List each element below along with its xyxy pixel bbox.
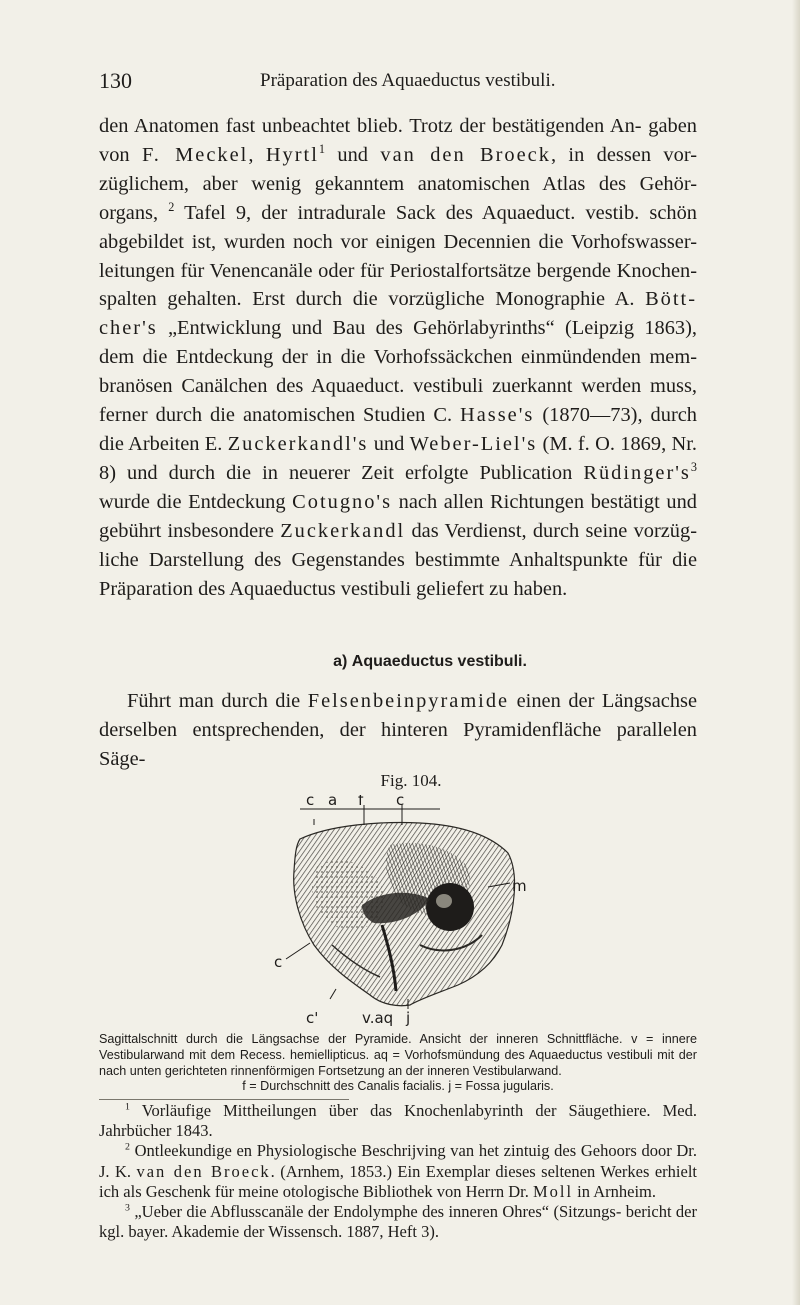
footnote-text: Ontleekundige en Physiologische Beschrijving van het zintuig des Gehoors door Dr. J. K.	[99, 1141, 697, 1181]
text-span: , in dessen vor- züglichem, aber wenig gekanntem anatomischen Atlas des Gehör- organs,	[99, 143, 697, 224]
section-title: Aquaeductus vestibuli.	[351, 653, 527, 670]
section-heading	[0, 653, 800, 671]
section-label: a)	[333, 653, 348, 670]
text-span: Führt man durch die	[127, 690, 308, 712]
footnote-marker: 2	[125, 1141, 130, 1153]
text-span: wurde die Entdeckung	[99, 490, 293, 513]
letter-vaq-bottom: v.aq	[362, 1009, 394, 1027]
section-paragraph	[99, 687, 697, 774]
author-name: F. Meckel	[141, 143, 249, 166]
footnote-text: in Arnheim.	[573, 1181, 656, 1201]
footnote-text: . (Arnhem, 1853.) Ein Exemplar dieses seltenen Werkes erhielt ich als Geschenk für meine otologische Bibliothek von Herrn Dr.	[99, 1161, 698, 1201]
text-span: ,	[248, 143, 266, 166]
text-span: einen der Längsachse derselben entsprechenden, der hinteren Pyramidenfläche parallelen Säge-	[99, 690, 697, 770]
intro-paragraph	[99, 112, 697, 603]
text-span: Tafel 9, der intradurale Sack des Aquaeduct. vestib. schön abgebildet ist, wurden noch vor einigen Decennien die Vorhofswasser- leitungen für Venencanäle oder für Periostalfortsätze bergende Knochen- spalten gehalten. Erst durch die vorzügliche Monographie A.	[99, 201, 697, 311]
canal-cross-section	[426, 883, 474, 931]
bone-section	[294, 823, 515, 1006]
text-span: den Anatomen fast unbeachtet blieb. Trotz der bestätigenden An- gaben von	[99, 115, 697, 166]
anatomical-figure	[270, 795, 540, 1027]
author-name: van den Broeck	[380, 143, 551, 166]
letter-a-top: a	[328, 795, 338, 809]
author-name: Hyrtl	[265, 143, 319, 166]
figure-illustration	[270, 795, 540, 1027]
footnote-ref: 3	[690, 460, 697, 475]
author-name: van den Broeck	[136, 1161, 271, 1181]
term: Felsenbeinpyramide	[307, 690, 510, 712]
caption-text-last: f = Durchschnitt des Canalis facialis. j = Fossa jugularis.	[242, 1079, 554, 1094]
footnote-ref: 2	[168, 199, 175, 214]
footnote-rule	[99, 1099, 349, 1100]
text-span: (1870—73), durch die Arbeiten E.	[99, 404, 697, 455]
author-name: Bött- cher's	[99, 288, 697, 340]
text-span: nach allen Richtungen bestätigt und gebührt insbesondere	[99, 490, 697, 542]
letter-f-top: f	[358, 795, 364, 809]
text-span: (M. f. O. 1869, Nr. 8) und durch die in neuerer Zeit erfolgte Publication	[99, 432, 698, 484]
author-name: Zuckerkandl's	[227, 432, 369, 455]
intro-text	[99, 112, 697, 603]
letter-j-bottom: j	[406, 1009, 411, 1027]
footnote	[99, 1202, 697, 1242]
footnote-marker: 3	[125, 1202, 130, 1214]
footnote	[99, 1101, 697, 1141]
footnote-text: „Ueber die Abflusscanäle der Endolymphe des inneren Ohres“ (Sitzungs- bericht der kgl. bayer. Akademie der Wissensch. 1887, Heft 3).	[99, 1202, 697, 1242]
footnotes	[99, 1101, 697, 1242]
author-name: Rüdinger's	[583, 461, 691, 484]
section-text	[99, 687, 697, 774]
running-head: Präparation des Aquaeductus vestibuli.	[260, 70, 556, 91]
author-name: Zuckerkandl	[280, 519, 406, 542]
letter-c-bottom: c'	[306, 1009, 319, 1027]
canal-highlight	[436, 894, 452, 908]
author-name: Hasse's	[460, 404, 535, 427]
author-name: Weber-Liel's	[409, 432, 538, 455]
letter-m-right: m	[512, 877, 527, 895]
footnote-ref: 1	[318, 142, 325, 157]
figure-caption	[99, 1032, 697, 1095]
page-header	[99, 68, 699, 102]
figure-label	[0, 771, 800, 791]
text-span: und	[368, 432, 410, 455]
text-span: „Entwicklung und Bau des Gehörlabyrinths“ (Leipzig 1863), dem die Entdeckung der in die Vorhofssäckchen einmündenden mem- branösen Canälchen des Aquaeduct. vestibuli zuerkannt werden muss, ferner durch die anatomischen Studien C.	[99, 317, 697, 427]
letter-c-top-right: c	[396, 795, 405, 809]
text-span: und	[325, 143, 381, 166]
footnote-text: Vorläufige Mittheilungen über das Knochenlabyrinth der Säugethiere. Med. Jahrbücher 1843.	[99, 1101, 697, 1141]
footnote	[99, 1141, 697, 1202]
footnote-marker: 1	[125, 1101, 130, 1113]
page-number: 130	[99, 68, 132, 93]
letter-c-top-left: c	[306, 795, 315, 809]
text-span: das Verdienst, durch seine vorzüg- liche Darstellung des Gegenstandes bestimmte Anhaltspunkte für die Präparation des Aquaeductus vestibuli geliefert zu haben.	[99, 519, 697, 600]
author-name: Moll	[532, 1181, 574, 1201]
author-name: Cotugno's	[292, 490, 393, 513]
figure-label-text: Fig. 104.	[380, 771, 442, 790]
letter-c-left: c	[274, 953, 283, 971]
caption-text: Sagittalschnitt durch die Längsachse der Pyramide. Ansicht der inneren Schnittfläche. v = innere Vestibularwand mit dem Recess. hemiellipticus. aq = Vorhofsmündung des Aquaeductus vestibuli mit der nach unten gerichteten rinnenförmigen Fortsetzung an der inneren Vestibularwand.	[99, 1032, 697, 1078]
